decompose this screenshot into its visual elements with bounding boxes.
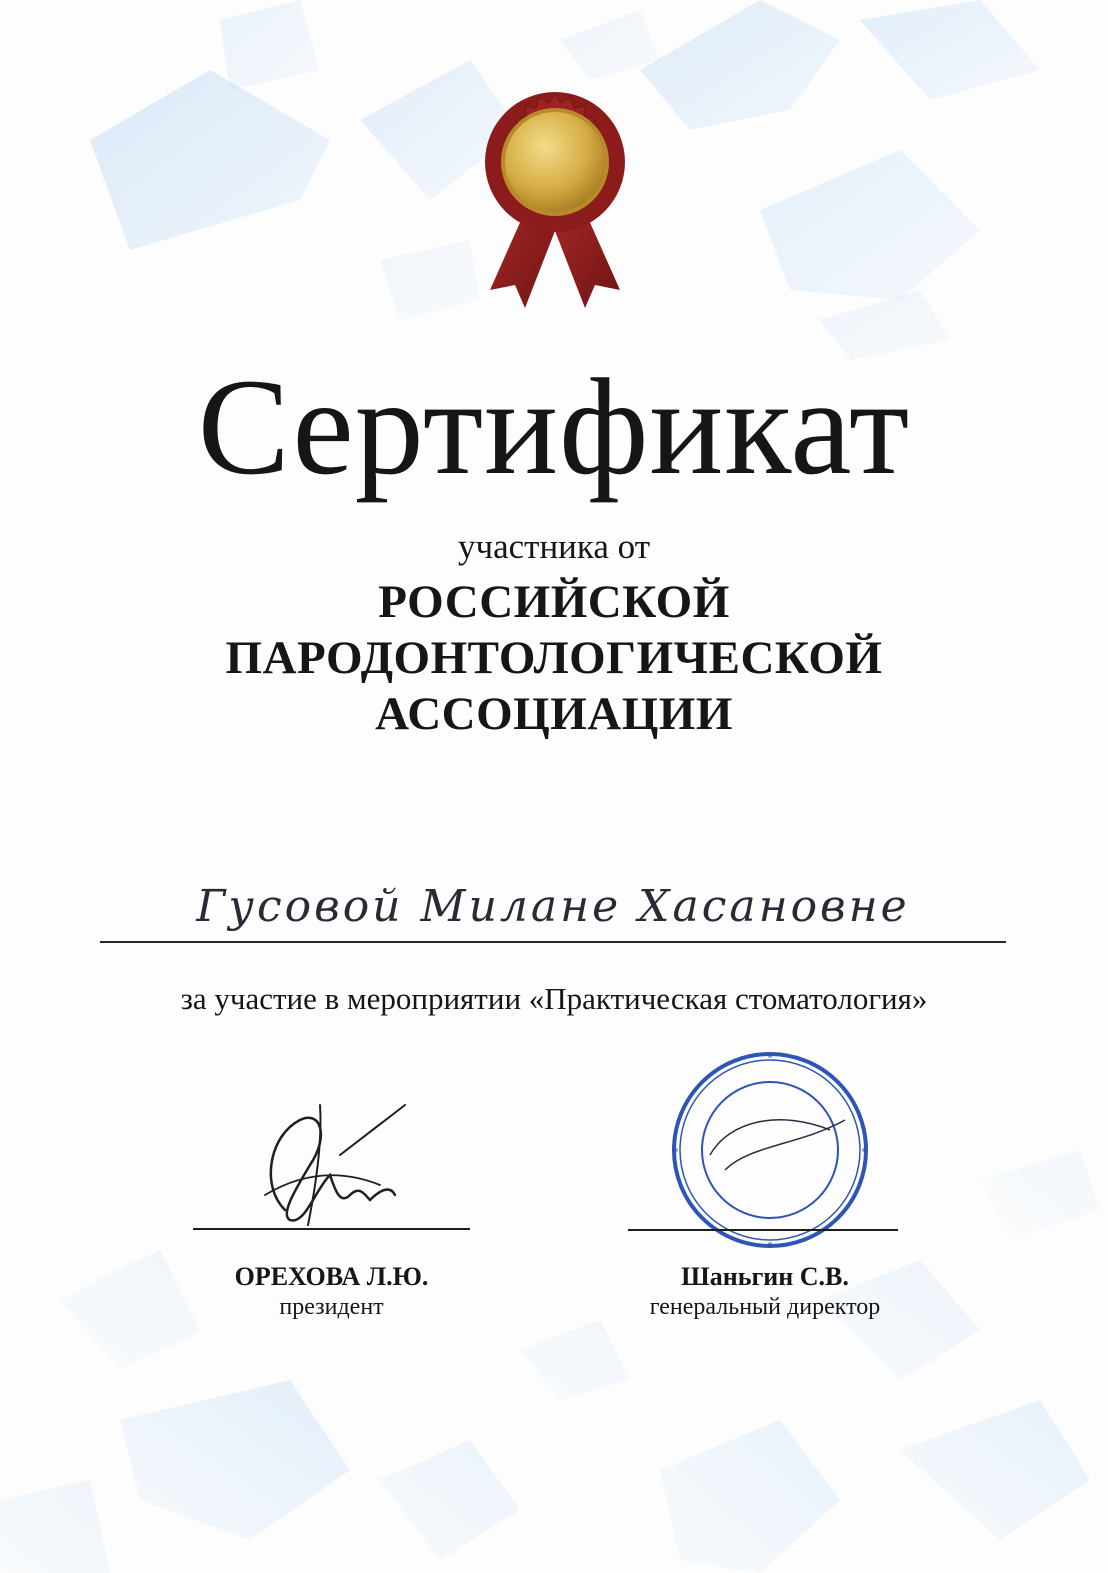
- recipient-name: Гусовой Милане Хасановне: [196, 881, 910, 932]
- organization-line: ПАРОДОНТОЛОГИЧЕСКОЙ: [225, 632, 883, 684]
- company-stamp: [630, 1050, 910, 1250]
- signer-name-right: Шаньгин С.В.: [681, 1262, 849, 1291]
- signature-left: [190, 1095, 480, 1235]
- organization-line: АССОЦИАЦИИ: [375, 688, 733, 740]
- certificate-title: Сертификат: [197, 350, 911, 503]
- certificate-subtitle: участника от: [457, 527, 651, 566]
- signer-role-left: президент: [279, 1294, 384, 1320]
- signature-line-left: [193, 1228, 470, 1230]
- organization-line: РОССИЙСКОЙ: [378, 576, 730, 628]
- bg-shapes-bottom: [0, 1150, 1100, 1573]
- organization-name: [0, 574, 1108, 742]
- award-reason: за участие в мероприятии «Практическая стоматология»: [180, 981, 928, 1016]
- signature-line-right: [628, 1229, 898, 1231]
- signer-name-left: ОРЕХОВА Л.Ю.: [234, 1262, 429, 1291]
- recipient-underline: [100, 941, 1006, 943]
- medal-icon: [460, 90, 650, 320]
- signer-role-right: генеральный директор: [649, 1294, 881, 1320]
